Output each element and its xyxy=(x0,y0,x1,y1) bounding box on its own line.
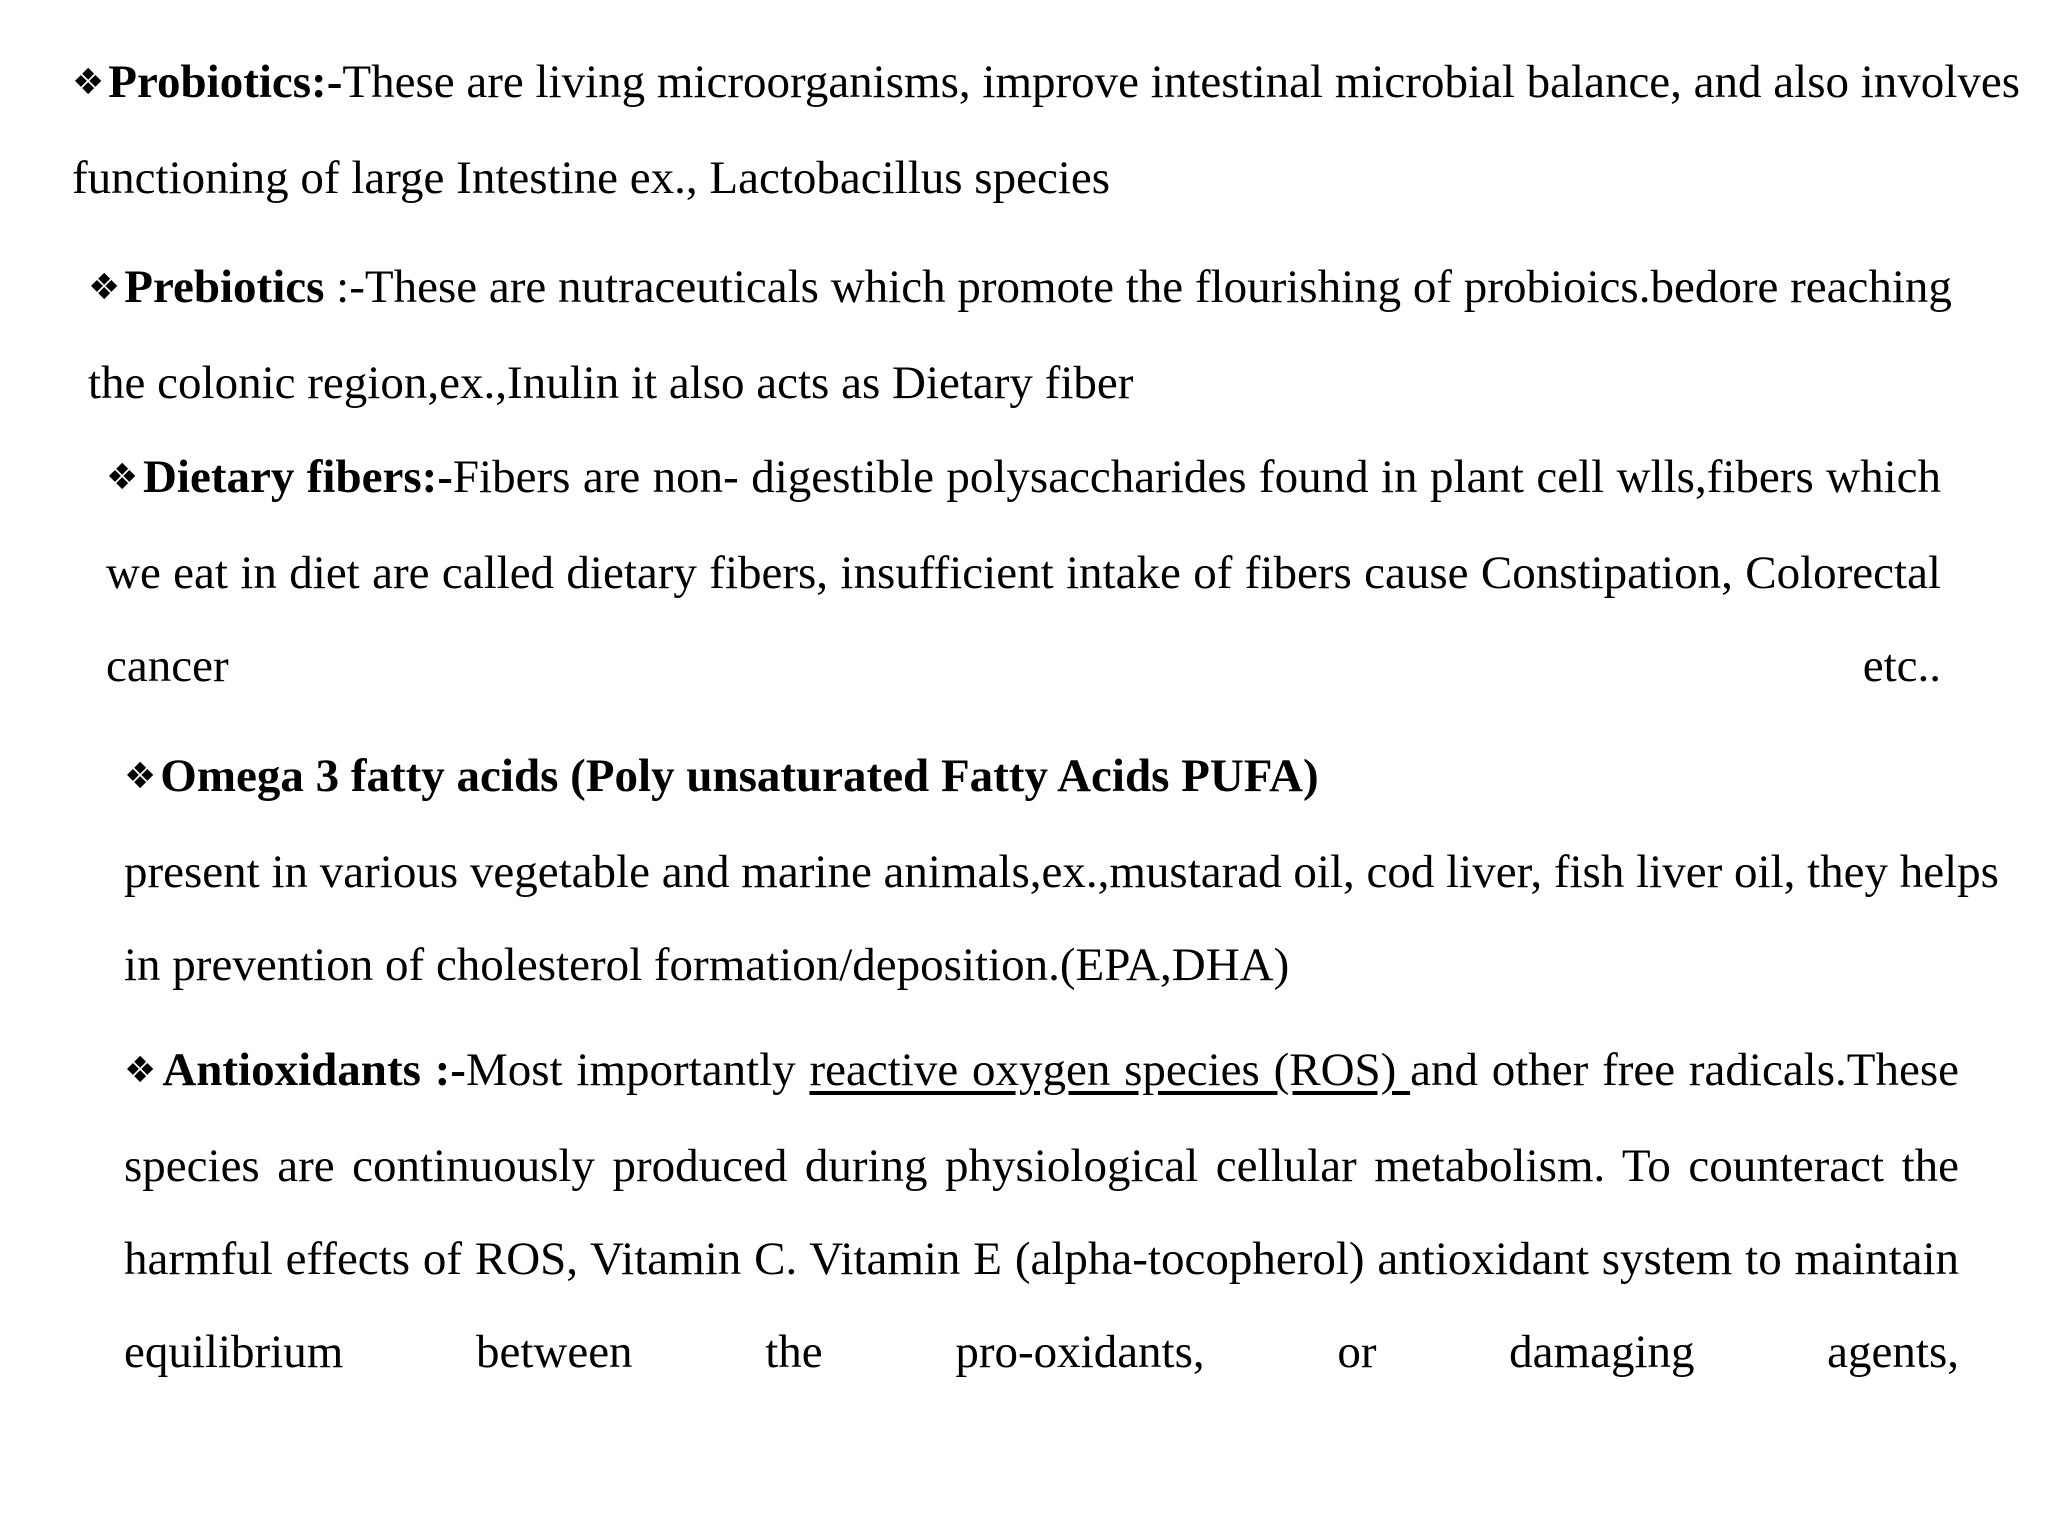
description-dietary-fibers: Fibers are non- digestible polysaccharides found in plant cell wlls,fibers which we eat in diet are called dietary fibers, insufficient intake of fibers cause Constipation, Colorectal cancer etc.. xyxy=(106,451,1942,692)
term-prebiotics: Prebiotics xyxy=(124,261,325,313)
heading-omega-3 xyxy=(124,730,2024,826)
description-antioxidants-rest: and other free radicals.These species are continuously produced during physiological cellular metabolism. To counteract the harmful effects of ROS, Vitamin C. Vitamin E (alpha-tocopherol) antioxidant system to maintain equilibrium between the pro-oxidants, or damaging agents, xyxy=(124,1044,1960,1378)
diamond-bullet-icon: ❖ xyxy=(124,756,157,797)
term-antioxidants: Antioxidants :- xyxy=(162,1044,466,1096)
description-probiotics: These are living microorganisms, improve intestinal microbial balance, and also involves functioning of large Intestine ex., Lactobacillus species xyxy=(72,56,2021,204)
diamond-bullet-icon: ❖ xyxy=(106,457,139,498)
description-antioxidants-start: Most importantly xyxy=(465,1044,810,1096)
separator-prebiotics: :- xyxy=(324,261,365,313)
term-probiotics: Probiotics:- xyxy=(108,56,343,108)
description-prebiotics: These are nutraceuticals which promote the flourishing of probioics.bedore reaching the colonic region,ex.,Inulin it also acts as Dietary fiber xyxy=(88,261,1952,409)
term-omega-3: Omega 3 fatty acids (Poly unsaturated Fatty Acids PUFA) xyxy=(160,750,1319,802)
diamond-bullet-icon: ❖ xyxy=(72,62,105,103)
underlined-ros-phrase: reactive oxygen species (ROS) xyxy=(809,1044,1411,1096)
entry-prebiotics xyxy=(88,241,1958,430)
entry-antioxidants xyxy=(124,1024,1959,1492)
description-omega-3: present in various vegetable and marine animals,ex.,mustarad oil, cod liver, fish liver oil, they helps in prevention of cholesterol formation/deposition.(EPA,DHA) xyxy=(124,846,1999,991)
term-dietary-fibers: Dietary fibers:- xyxy=(142,451,453,503)
entry-omega-3 xyxy=(124,730,2024,1012)
entry-probiotics xyxy=(72,36,2032,225)
diamond-bullet-icon: ❖ xyxy=(124,1050,159,1091)
diamond-bullet-icon: ❖ xyxy=(88,267,121,308)
